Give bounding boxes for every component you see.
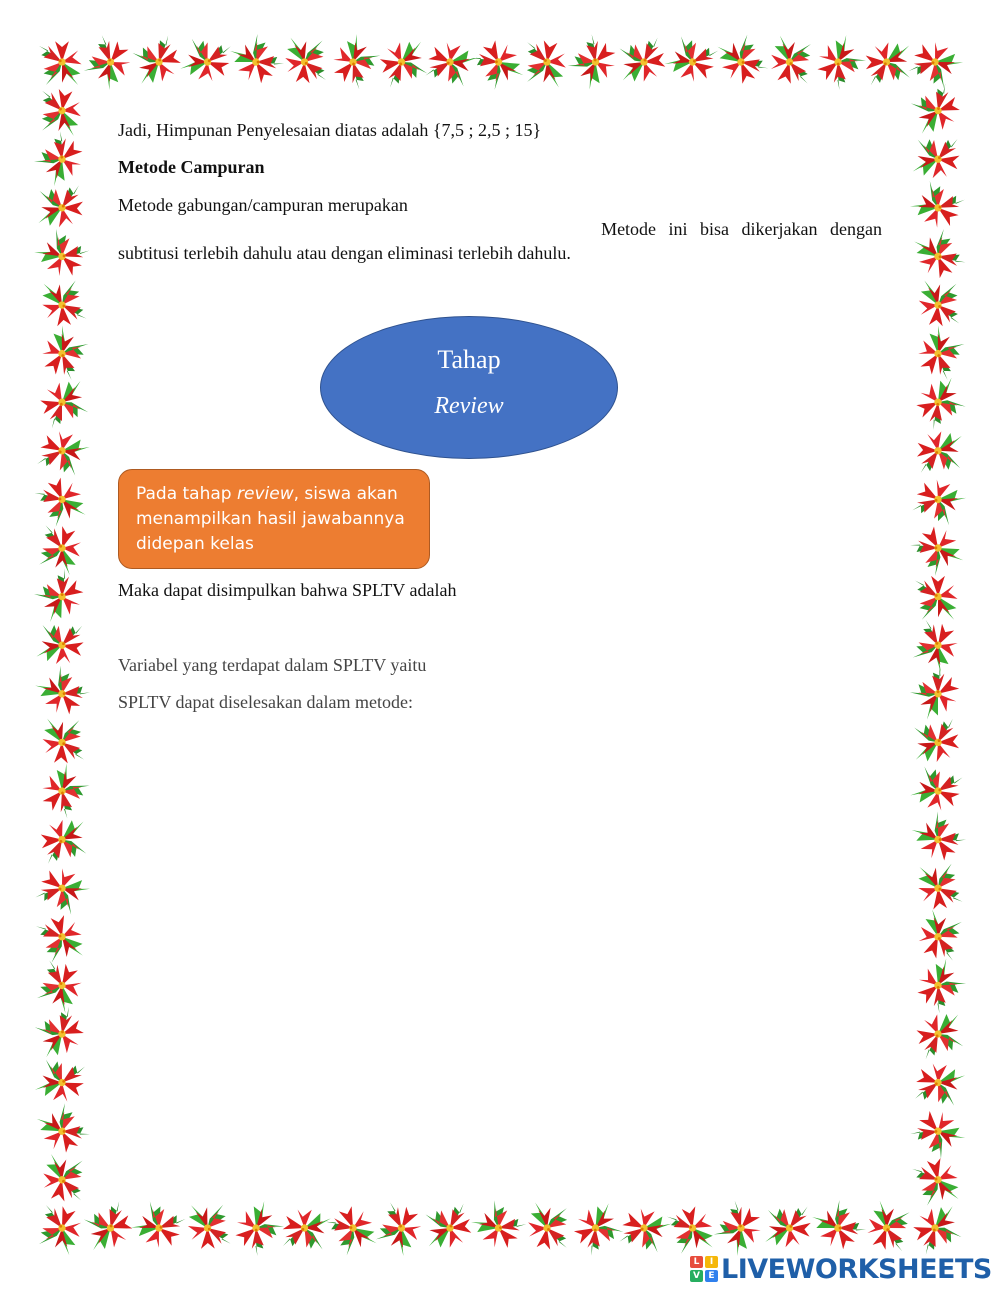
callout-prefix: Pada tahap <box>136 484 237 504</box>
poinsettia-flower-icon <box>279 1204 332 1256</box>
callout-suffix: , siswa akan menampilkan hasil jawabannya didepan kelas <box>136 484 405 554</box>
poinsettia-flower-icon <box>906 663 966 722</box>
poinsettia-flower-icon <box>914 718 960 763</box>
poinsettia-flower-icon <box>914 1011 964 1060</box>
poinsettia-flower-icon <box>563 31 624 92</box>
poinsettia-flower-icon <box>615 1201 673 1258</box>
poinsettia-flower-icon <box>34 1100 92 1159</box>
poinsettia-flower-icon <box>865 42 909 85</box>
poinsettia-flower-icon <box>32 860 92 920</box>
poinsettia-flower-icon <box>911 1057 967 1112</box>
poinsettia-flower-icon <box>909 808 969 868</box>
poinsettia-flower-icon <box>129 1196 189 1256</box>
poinsettia-flower-icon <box>908 176 969 236</box>
poinsettia-flower-icon <box>911 1155 962 1207</box>
poinsettia-flower-icon <box>809 1196 868 1256</box>
logo-mark-letter: I <box>705 1256 718 1268</box>
conclusion-line: Maka dapat disimpulkan bahwa SPLTV adalah <box>118 580 457 600</box>
poinsettia-flower-icon <box>179 32 235 87</box>
poinsettia-flower-icon <box>425 1203 473 1250</box>
poinsettia-flower-icon <box>524 1202 573 1252</box>
variables-line: Variabel yang terdapat dalam SPLTV yaitu <box>118 655 427 675</box>
poinsettia-flower-icon <box>39 1153 90 1205</box>
poinsettia-flower-icon <box>709 1197 770 1258</box>
poinsettia-flower-icon <box>916 863 963 911</box>
logo-mark-letter: E <box>705 1270 718 1282</box>
solution-set-line: Jadi, Himpunan Penyelesaian diatas adalah {7,5 ; 2,5 ; 15} <box>118 120 542 140</box>
poinsettia-flower-icon <box>33 1201 88 1257</box>
logo-text: LIVEWORKSHEETS <box>721 1253 992 1285</box>
poinsettia-flower-icon <box>469 35 527 93</box>
poinsettia-flower-icon <box>34 324 94 384</box>
poinsettia-flower-icon <box>905 34 965 94</box>
liveworksheets-mark-icon <box>690 1256 718 1282</box>
poinsettia-flower-icon <box>188 1205 231 1249</box>
poinsettia-flower-icon <box>30 128 91 189</box>
poinsettia-flower-icon <box>910 956 971 1016</box>
poinsettia-flower-icon <box>469 1195 530 1256</box>
poinsettia-flower-icon <box>911 226 967 283</box>
poinsettia-flower-icon <box>37 378 90 430</box>
poinsettia-flower-icon <box>228 1198 289 1258</box>
poinsettia-flower-icon <box>32 1005 88 1060</box>
poinsettia-flower-icon <box>33 473 89 529</box>
poinsettia-flower-icon <box>907 616 965 675</box>
poinsettia-flower-icon <box>861 1200 916 1256</box>
poinsettia-flower-icon <box>765 1203 812 1249</box>
poinsettia-flower-icon <box>663 30 722 89</box>
poinsettia-flower-icon <box>916 280 963 328</box>
poinsettia-flower-icon <box>35 912 86 964</box>
poinsettia-flower-icon <box>915 576 958 620</box>
poinsettia-flower-icon <box>714 32 770 88</box>
logo-mark-letter: L <box>690 1256 703 1268</box>
poinsettia-flower-icon <box>619 37 667 84</box>
stage-subtitle: Review <box>434 393 504 419</box>
poinsettia-flower-icon <box>908 472 968 531</box>
poinsettia-flower-icon <box>34 761 95 822</box>
poinsettia-flower-icon <box>520 38 569 88</box>
poinsettia-flower-icon <box>35 86 84 136</box>
poinsettia-flower-icon <box>227 30 286 90</box>
poinsettia-flower-icon <box>33 424 91 482</box>
poinsettia-flower-icon <box>421 35 479 92</box>
poinsettia-flower-icon <box>916 430 962 475</box>
poinsettia-flower-icon <box>78 32 138 93</box>
paragraph-line-2: Metode ini bisa dikerjakan dengan <box>601 219 882 239</box>
poinsettia-flower-icon <box>909 82 965 137</box>
poinsettia-flower-icon <box>131 34 185 87</box>
poinsettia-flower-icon <box>911 375 969 432</box>
paragraph-line-1: Metode gabungan/campuran merupakan <box>118 195 408 215</box>
poinsettia-flower-icon <box>324 1201 380 1257</box>
poinsettia-flower-icon <box>910 324 970 384</box>
poinsettia-flower-icon <box>41 718 86 764</box>
poinsettia-flower-icon <box>909 760 967 817</box>
paragraph-line-3: subtitusi terlebih dahulu atau dengan eliminasi terlebih dahulu. <box>118 243 571 263</box>
poinsettia-flower-icon <box>568 1200 626 1258</box>
liveworksheets-logo[interactable] <box>690 1254 992 1284</box>
poinsettia-flower-icon <box>283 37 329 84</box>
poinsettia-flower-icon <box>907 1103 968 1164</box>
poinsettia-flower-icon <box>912 133 962 182</box>
poinsettia-flower-icon <box>31 566 90 625</box>
poinsettia-flower-icon <box>82 1200 136 1253</box>
poinsettia-flower-icon <box>370 1198 429 1257</box>
poinsettia-flower-icon <box>377 38 428 88</box>
section-heading: Metode Campuran <box>118 157 265 177</box>
poinsettia-flower-icon <box>31 956 89 1015</box>
stage-review-ellipse <box>320 316 618 459</box>
poinsettia-flower-icon <box>40 280 87 328</box>
poinsettia-flower-icon <box>32 662 92 723</box>
poinsettia-flower-icon <box>810 32 871 92</box>
poinsettia-flower-icon <box>39 41 82 85</box>
poinsettia-flower-icon <box>666 1204 716 1255</box>
poinsettia-flower-icon <box>34 1053 90 1108</box>
poinsettia-flower-icon <box>325 32 386 93</box>
poinsettia-flower-icon <box>38 184 83 228</box>
poinsettia-flower-icon <box>910 1203 964 1256</box>
poinsettia-flower-icon <box>765 35 817 88</box>
poinsettia-flower-icon <box>36 618 87 668</box>
poinsettia-flower-icon <box>908 520 966 579</box>
methods-line: SPLTV dapat diselesakan dalam metode: <box>118 692 413 712</box>
callout-italic: review <box>237 484 294 504</box>
review-callout-box <box>118 469 430 569</box>
poinsettia-flower-icon <box>40 818 87 864</box>
poinsettia-flower-icon <box>32 224 93 285</box>
poinsettia-flower-icon <box>912 908 968 965</box>
stage-title: Tahap <box>437 345 501 374</box>
poinsettia-flower-icon <box>33 521 87 576</box>
logo-mark-letter: V <box>690 1270 703 1282</box>
